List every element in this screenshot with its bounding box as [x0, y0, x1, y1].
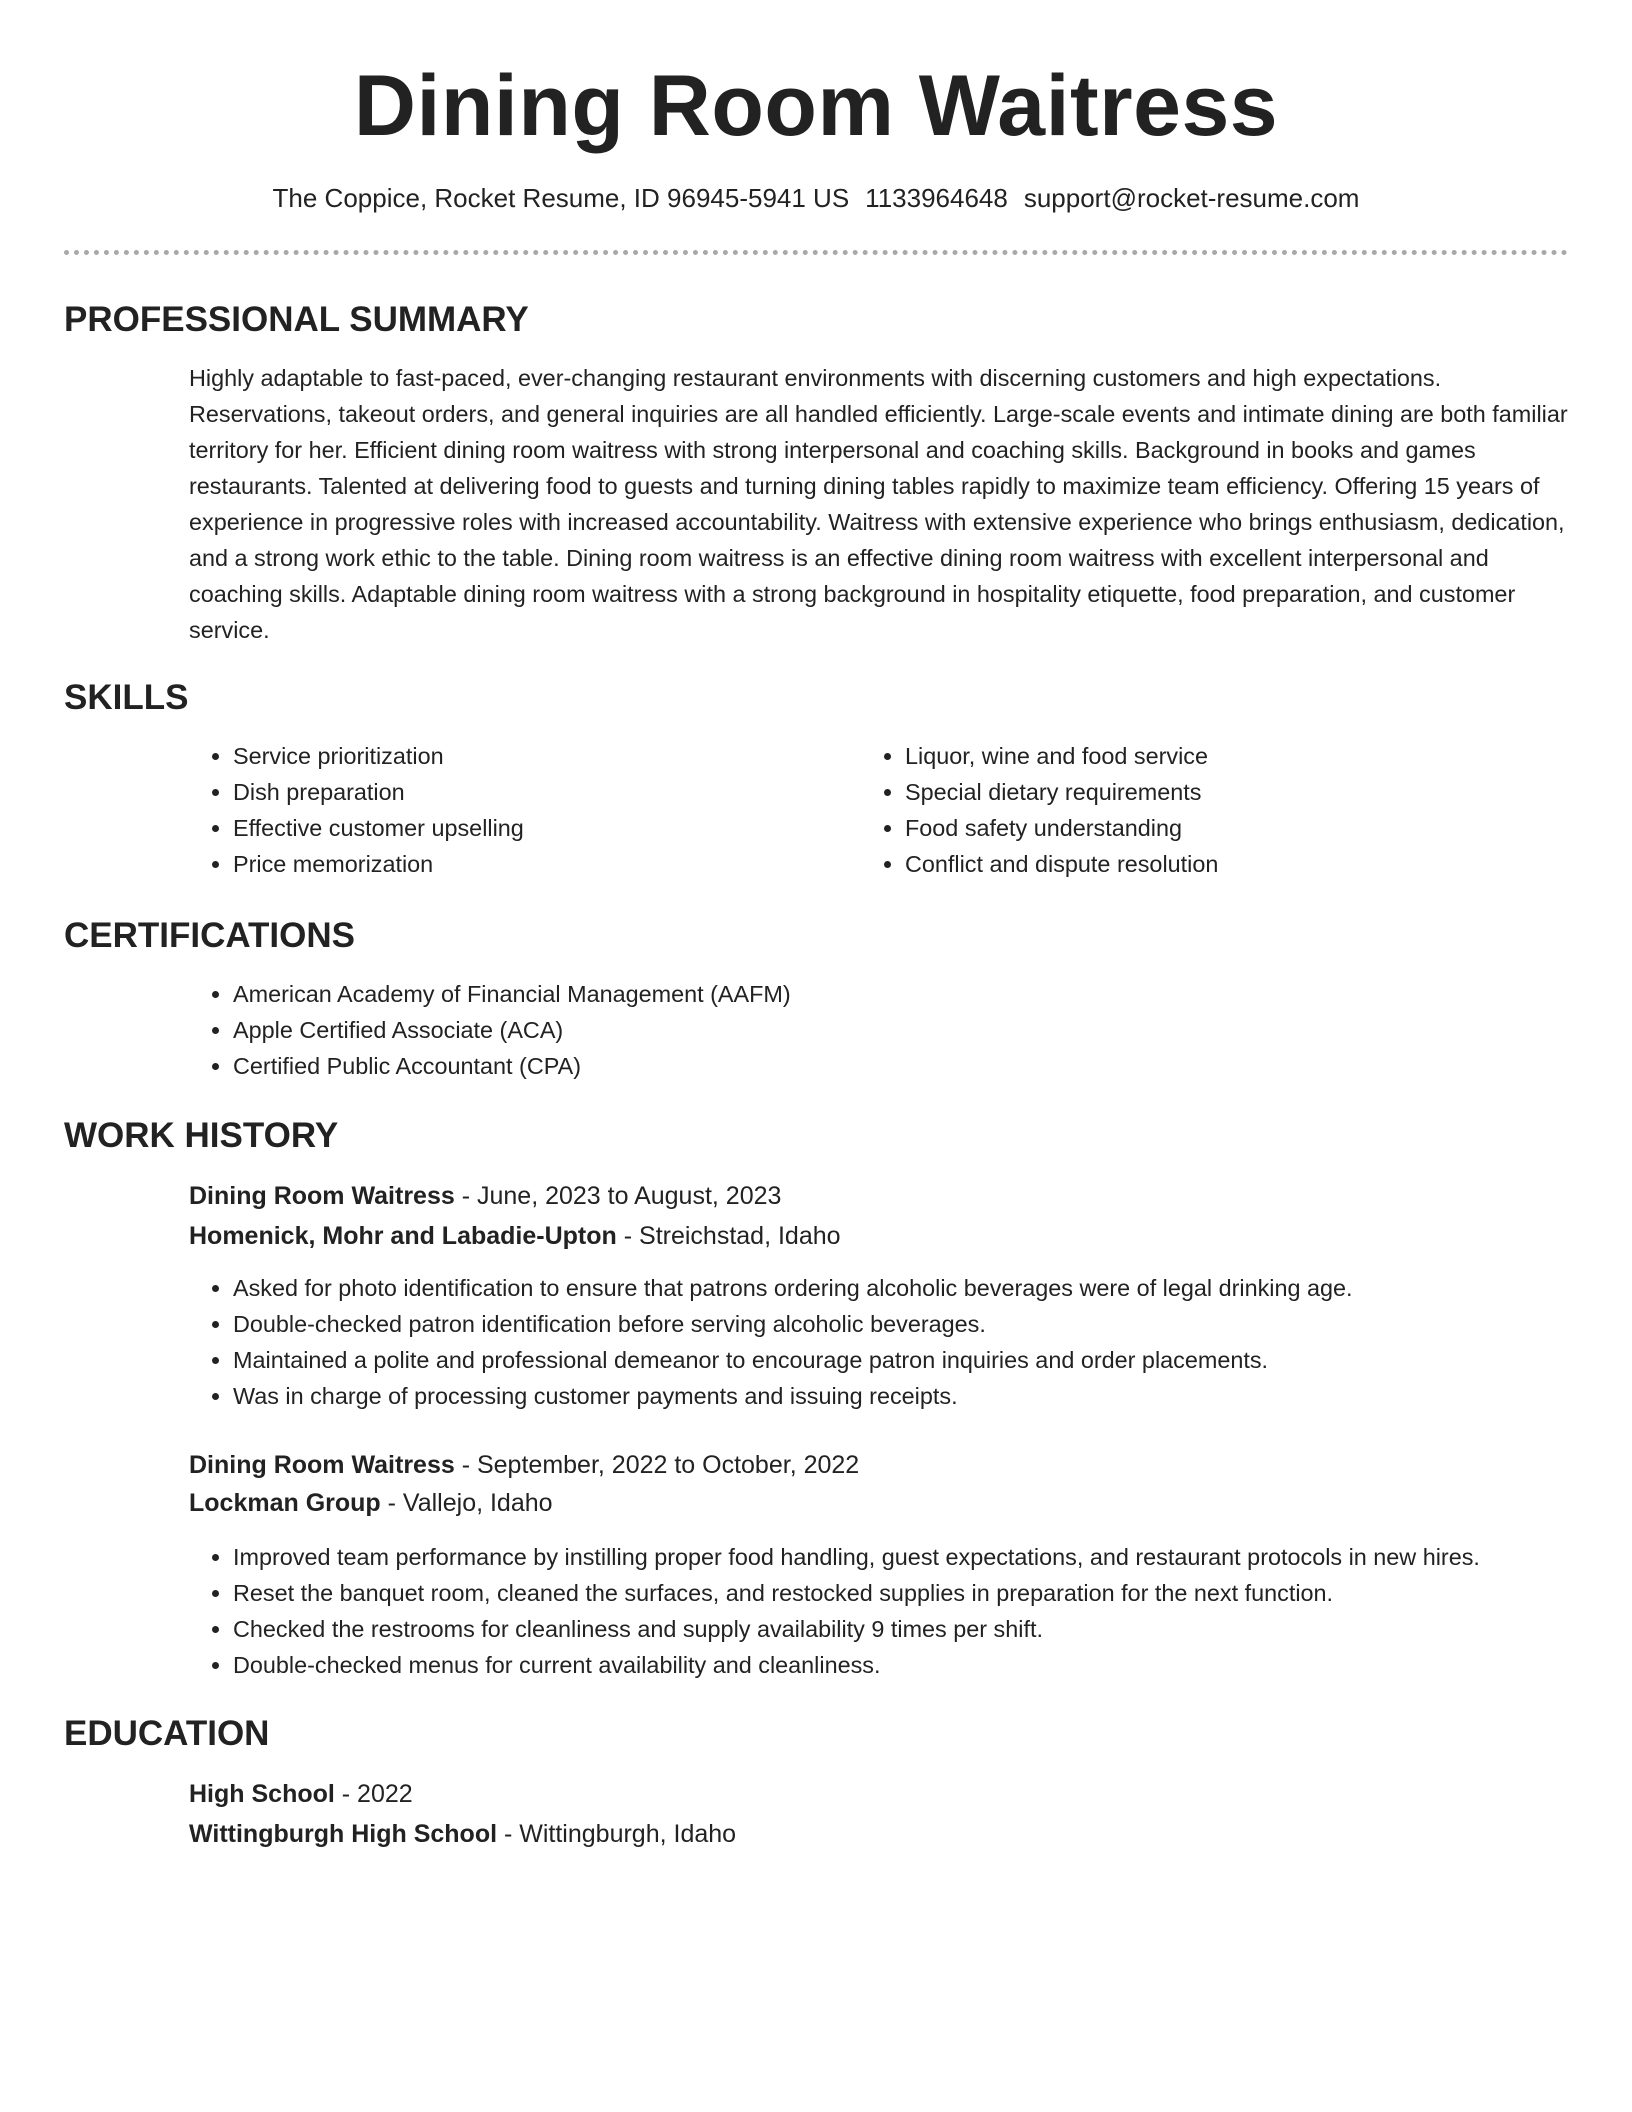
job-bullet: • Checked the restrooms for cleanliness and supply availability 9 times per shift. [233, 1611, 1632, 1647]
skill-item: • Service prioritization [233, 738, 853, 774]
candidate-name: Dining Room Waitress [353, 58, 1279, 154]
education-location: - Wittingburgh, Idaho [497, 1820, 737, 1848]
job-bullet: • Maintained a polite and professional demeanor to encourage patron inquiries and order placements. [233, 1342, 1632, 1378]
certification-item: • American Academy of Financial Management (AAFM) [233, 976, 1533, 1012]
contact-line [64, 180, 1568, 216]
job-dates: - September, 2022 to October, 2022 [454, 1451, 860, 1479]
job-bullet: • Reset the banquet room, cleaned the surfaces, and restocked supplies in preparation for the next function. [233, 1575, 1632, 1611]
job-bullet: • Was in charge of processing customer payments and issuing receipts. [233, 1378, 1632, 1414]
contact-email: support@rocket-resume.com [1023, 183, 1360, 213]
job-title-line [189, 1178, 781, 1214]
job-dates: - June, 2023 to August, 2023 [454, 1182, 782, 1210]
contact-address: The Coppice, Rocket Resume, ID 96945-5941 US [272, 183, 850, 213]
certification-item: • Certified Public Accountant (CPA) [233, 1048, 1533, 1084]
skill-item: • Liquor, wine and food service [905, 738, 1525, 774]
job-location: - Streichstad, Idaho [616, 1222, 841, 1250]
job-role: Dining Room Waitress [189, 1182, 455, 1210]
education-degree: High School [189, 1780, 335, 1808]
certification-item: • Apple Certified Associate (ACA) [233, 1012, 1533, 1048]
job-company-line [189, 1218, 841, 1254]
job-role: Dining Room Waitress [189, 1451, 455, 1479]
skill-item: • Special dietary requirements [905, 774, 1525, 810]
education-year: - 2022 [334, 1780, 413, 1808]
skill-item: • Food safety understanding [905, 810, 1525, 846]
skills-heading: SKILLS [64, 678, 189, 717]
work-history-heading: WORK HISTORY [64, 1116, 339, 1155]
certifications-list [189, 976, 1533, 1084]
contact-phone: 1133964648 [865, 183, 1008, 213]
summary-heading: PROFESSIONAL SUMMARY [64, 300, 529, 339]
job-company: Homenick, Mohr and Labadie-Upton [189, 1222, 617, 1250]
job-bullets [189, 1270, 1632, 1414]
skill-item: • Dish preparation [233, 774, 853, 810]
header-divider [64, 250, 1568, 255]
job-company: Lockman Group [189, 1489, 381, 1517]
education-school: Wittingburgh High School [189, 1820, 498, 1848]
job-bullets [189, 1539, 1632, 1683]
job-bullet: • Asked for photo identification to ensure that patrons ordering alcoholic beverages were of legal drinking age. [233, 1270, 1632, 1306]
job-bullet: • Double-checked menus for current availability and cleanliness. [233, 1647, 1632, 1683]
education-heading: EDUCATION [64, 1714, 270, 1753]
job-location: - Vallejo, Idaho [380, 1489, 553, 1517]
job-title-line [189, 1447, 859, 1483]
job-bullet: • Double-checked patron identification before serving alcoholic beverages. [233, 1306, 1632, 1342]
skill-item: • Price memorization [233, 846, 853, 882]
skill-item: • Conflict and dispute resolution [905, 846, 1525, 882]
summary-text: Highly adaptable to fast-paced, ever-changing restaurant environments with discerning customers and high expectations. Reservations, takeout orders, and general inquiries are all handled efficiently. Large-scale events and intimate dining are both familiar territory for her. Efficient dining room waitress with strong interpersonal and coaching skills. Background in books and games restaurants. Talented at delivering food to guests and turning dining tables rapidly to maximize team efficiency. Offering 15 years of experience in progressive roles with increased accountability. Waitress with extensive experience who brings enthusiasm, dedication, and a strong work ethic to the table. Dining room waitress is an effective dining room waitress with excellent interpersonal and coaching skills. Adaptable dining room waitress with a strong background in hospitality etiquette, food preparation, and customer service. [189, 365, 1568, 643]
skills-list-left [189, 738, 853, 882]
job-bullet: • Improved team performance by instilling proper food handling, guest expectations, and restaurant protocols in new hires. [233, 1539, 1632, 1575]
job-company-line [189, 1485, 553, 1521]
education-degree-line [189, 1776, 413, 1812]
skill-item: • Effective customer upselling [233, 810, 853, 846]
skills-list-right [861, 738, 1525, 882]
education-school-line [189, 1816, 736, 1852]
certifications-heading: CERTIFICATIONS [64, 916, 356, 955]
